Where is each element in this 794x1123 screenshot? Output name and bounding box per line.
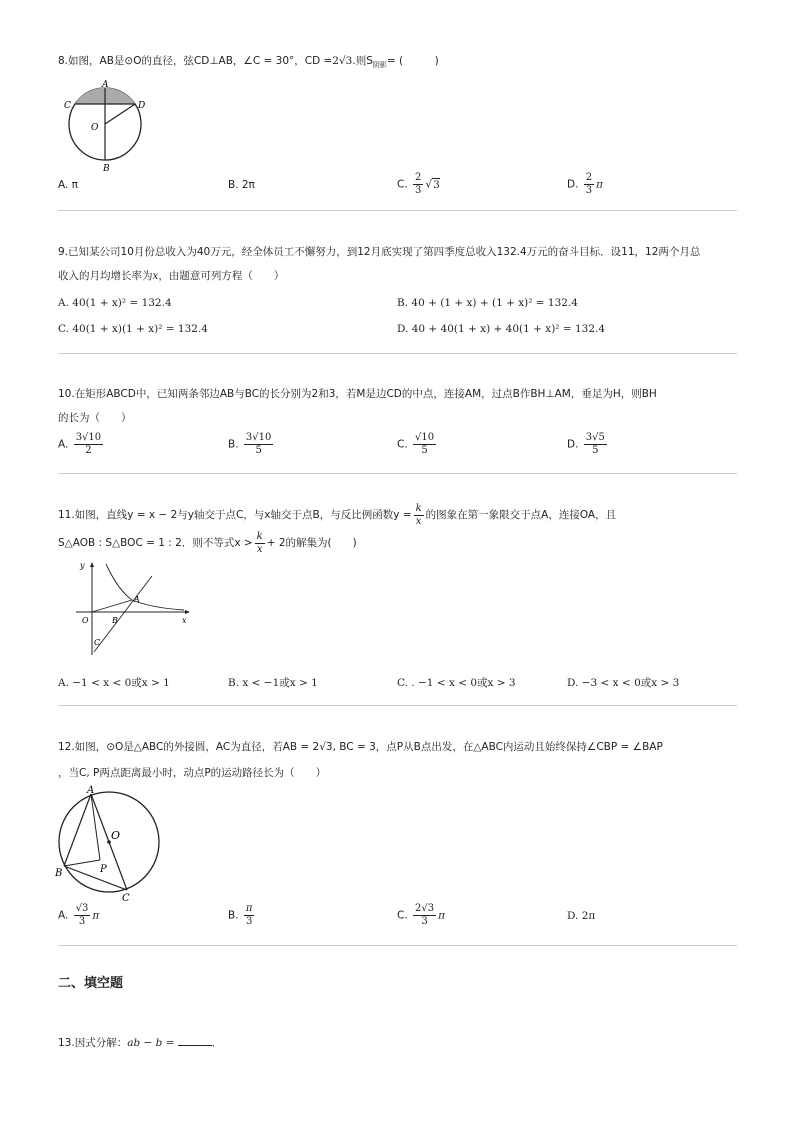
q12-option-c[interactable]: C. $\frac{2√3}{3}$ π: [397, 903, 446, 927]
q12-option-a[interactable]: A. $\frac{√3}{3}$ π: [58, 903, 100, 927]
q11-figure: [72, 560, 192, 660]
q10-option-b[interactable]: B. $\frac{3√10}{5}$: [228, 432, 272, 456]
q8-label-o: O: [91, 123, 99, 133]
q8-label-a: A: [102, 80, 109, 90]
q9-option-c[interactable]: C. 40(1 + x)(1 + x)² = 132.4: [58, 323, 208, 335]
q12-label-a: A: [87, 785, 95, 796]
divider: [58, 210, 737, 211]
q11-label-x: x: [182, 616, 187, 625]
divider: [58, 353, 737, 354]
q11-label-o: O: [82, 616, 89, 625]
q12-option-b[interactable]: B. $\frac{\pi}{3}$: [228, 903, 253, 927]
q8-label-c: C: [64, 101, 71, 111]
q11-option-b[interactable]: B. x < −1或x > 1: [228, 677, 318, 689]
q12-figure: [54, 784, 164, 904]
q9-stem: 9.已知某公司10月份总收入为40万元，经全体员工不懈努力，到12月底实现了第四季度总收入132.4万元的奋斗目标．设11，12两个月总 收入的月均增长率为x，由题意可列方程（ ）: [58, 246, 701, 282]
q8-label-d: D: [138, 101, 146, 111]
q8-option-c[interactable]: C. $\frac{2}{3}$ √3: [397, 172, 440, 196]
q8-figure: [60, 78, 160, 174]
q9-option-d[interactable]: D. 40 + 40(1 + x) + 40(1 + x)² = 132.4: [397, 323, 606, 335]
q10-option-d[interactable]: D. $\frac{3√5}{5}$: [567, 432, 605, 456]
q11-label-a: A: [134, 595, 140, 604]
q12-label-p: P: [100, 864, 107, 875]
q10-stem: 10.在矩形ABCD中，已知两条邻边AB与BC的长分别为2和3，若M是边CD的中点，连接AM，过点B作BH⊥AM，垂足为H，则BH 的长为（ ）: [58, 388, 657, 424]
q11-label-c: C: [94, 638, 101, 647]
q13-answer-blank[interactable]: [178, 1035, 212, 1046]
q11-label-b: B: [112, 616, 118, 625]
q8-option-d[interactable]: D. $\frac{2}{3}$ π: [567, 172, 604, 196]
q11-stem: 11.如图，直线y = x − 2与y轴交于点C，与x轴交于点B，与反比例函数y = $\frac{k}{x}$ 的图象在第一象限交于点A，连接OA，且 S△AOB : S△BOC = 1 : 2．则不等式x > $\frac{k}{x}$ + 2的解集为( ): [58, 502, 617, 555]
q11-option-c[interactable]: C. . −1 < x < 0或x > 3: [397, 677, 516, 689]
section-title: 二、填空题: [58, 976, 124, 991]
q12-label-c: C: [122, 893, 130, 904]
q12-stem: 12.如图，⊙O是△ABC的外接圆，AC为直径，若AB = 2√3, BC = 3，点P从B点出发，在△ABC内运动且始终保持∠CBP = ∠BAP ，当C, P两点距离最小时，动点P的运动路径长为（ ）: [58, 741, 663, 779]
divider: [58, 473, 737, 474]
q9-option-a[interactable]: A. 40(1 + x)² = 132.4: [58, 297, 172, 309]
q13-stem: 13.因式分解：ab − b = ．: [58, 1037, 223, 1049]
q8-option-b[interactable]: B. 2π: [228, 179, 255, 191]
q8-label-b: B: [103, 164, 110, 174]
q10-option-c[interactable]: C. $\frac{√10}{5}$: [397, 432, 435, 456]
q12-option-d[interactable]: D. 2π: [567, 910, 596, 922]
q12-label-b: B: [55, 868, 63, 879]
q9-option-b[interactable]: B. 40 + (1 + x) + (1 + x)² = 132.4: [397, 297, 578, 309]
q8-option-a[interactable]: A. π: [58, 179, 78, 191]
q11-label-y: y: [80, 561, 85, 570]
q10-option-a[interactable]: A. $\frac{3√10}{2}$: [58, 432, 102, 456]
divider: [58, 945, 737, 946]
q11-option-d[interactable]: D. −3 < x < 0或x > 3: [567, 677, 680, 689]
q11-option-a[interactable]: A. −1 < x < 0或x > 1: [58, 677, 170, 689]
q12-label-o: O: [111, 829, 121, 842]
divider: [58, 705, 737, 706]
q8-stem: 8.如图，AB是⊙O的直径，弦CD⊥AB，∠C = 30°，CD =2√3.则$S_{阴影}=$ ( ): [58, 55, 439, 70]
